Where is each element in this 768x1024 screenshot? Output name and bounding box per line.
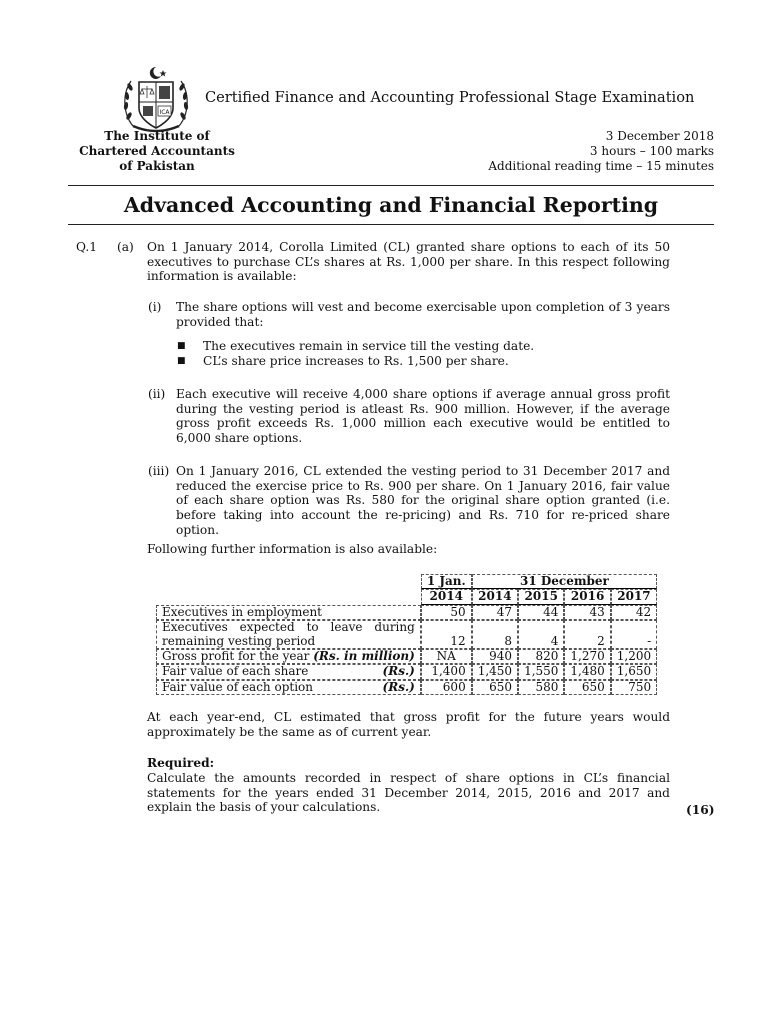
exam-duration: 3 hours – 100 marks [589, 144, 714, 158]
table-cell: 650 [472, 680, 518, 695]
marks: (16) [686, 803, 715, 817]
conditions-list [176, 339, 670, 368]
list-item [176, 354, 670, 369]
table-cell: 43 [564, 605, 610, 620]
table-cell: 1,450 [472, 664, 518, 679]
question-intro: On 1 January 2014, Corolla Limited (CL) granted share options to each of its 50 executives to purchase CL’s shares at Rs. 1,000 per share. In this respect following information is available: [147, 240, 670, 284]
bullet-icon: ■ [177, 355, 186, 366]
year-header: 2015 [518, 589, 564, 604]
condition-text: CL’s share price increases to Rs. 1,500 per share. [203, 353, 509, 368]
institute-name [72, 129, 242, 174]
item-text-i: The share options will vest and become exercisable upon completion of 3 years provided that: [176, 300, 670, 329]
table-cell: 4 [518, 620, 564, 649]
row-unit: (Rs.) [382, 664, 415, 679]
question-number: Q.1 [76, 240, 98, 254]
question-part: (a) [117, 240, 134, 254]
table-cell: 820 [518, 649, 564, 664]
row-label: Executives expected to leave during remaining vesting period [156, 620, 421, 649]
table-cell: - [611, 620, 657, 649]
table-cell: 1,650 [611, 664, 657, 679]
required-heading: Required: [147, 756, 215, 770]
table-row [156, 620, 657, 649]
table-cell: 47 [472, 605, 518, 620]
institute-line-3: of Pakistan [119, 159, 195, 173]
table-cell: 42 [611, 605, 657, 620]
condition-text: The executives remain in service till the vesting date. [203, 339, 535, 353]
table-cell: NA [421, 649, 472, 664]
header-1jan: 1 Jan. [421, 574, 472, 589]
table-row [156, 680, 657, 695]
table-cell: 600 [421, 680, 472, 695]
list-item [176, 339, 670, 354]
table-year-row [156, 589, 657, 604]
data-table [156, 574, 657, 695]
table-cell: 50 [421, 605, 472, 620]
item-label-i: (i) [148, 300, 162, 314]
institute-logo [119, 64, 193, 138]
institute-line-1: The Institute of [104, 129, 210, 143]
table-row [156, 605, 657, 620]
year-header: 2017 [611, 589, 657, 604]
row-label: Fair value of each share (Rs.) [156, 664, 421, 679]
header-31dec: 31 December [472, 574, 657, 589]
row-label: Executives in employment [156, 605, 421, 620]
exam-date: 3 December 2018 [605, 129, 714, 143]
item-label-iii: (iii) [148, 464, 170, 478]
header-spacer [156, 589, 421, 604]
table-cell: 2 [564, 620, 610, 649]
year-header: 2014 [421, 589, 472, 604]
subject-title: Advanced Accounting and Financial Reporting [123, 193, 659, 217]
reading-time: Additional reading time – 15 minutes [488, 159, 714, 173]
table-header-row [156, 574, 657, 589]
further-info: Following further information is also available: [147, 542, 438, 556]
table-cell: 1,550 [518, 664, 564, 679]
row-unit: (Rs. in million) [313, 649, 415, 664]
row-label: Gross profit for the year (Rs. in million) [156, 649, 421, 664]
bullet-icon: ■ [177, 341, 186, 351]
table-cell: 12 [421, 620, 472, 649]
row-label: Fair value of each option (Rs.) [156, 680, 421, 695]
table-cell: 750 [611, 680, 657, 695]
header-rule-bottom [68, 224, 714, 225]
table-cell: 1,200 [611, 649, 657, 664]
table-cell: 940 [472, 649, 518, 664]
closing-paragraph: At each year-end, CL estimated that gross profit for the future years would approximately be the same as of current year. [147, 710, 670, 739]
year-header: 2014 [472, 589, 518, 604]
exam-meta [488, 129, 714, 174]
item-text-iii: On 1 January 2016, CL extended the vesting period to 31 December 2017 and reduced the exercise price to Rs. 900 per share. On 1 January 2016, fair value of each share option was Rs. 580 for the original share option granted (i.e. before taking into account the re-pricing) and Rs. 710 for re-priced share option. [176, 464, 670, 537]
header-spacer [156, 574, 421, 589]
table-cell: 1,480 [564, 664, 610, 679]
item-label-ii: (ii) [148, 387, 166, 401]
table-cell: 44 [518, 605, 564, 620]
exam-title: Certified Finance and Accounting Professional Stage Examination [205, 89, 695, 106]
table-cell: 580 [518, 680, 564, 695]
table-row [156, 664, 657, 679]
item-text-ii: Each executive will receive 4,000 share options if average annual gross profit during the vesting period is atleast Rs. 900 million. However, if the average gross profit exceeds Rs. 1,000 million each executive would be entitled to 6,000 share options. [176, 387, 670, 446]
table-cell: 650 [564, 680, 610, 695]
institute-line-2: Chartered Accountants [79, 144, 235, 158]
table-cell: 8 [472, 620, 518, 649]
table-cell: 1,270 [564, 649, 610, 664]
header-rule-top [68, 185, 714, 186]
required-text: Calculate the amounts recorded in respect of share options in CL’s financial statements for the years ended 31 December 2014, 2015, 2016 and 2017 and explain the basis of your calculations. [147, 771, 670, 815]
year-header: 2016 [564, 589, 610, 604]
table-row [156, 649, 657, 664]
table-cell: 1,400 [421, 664, 472, 679]
svg-text:ICA: ICA [159, 109, 170, 116]
row-unit: (Rs.) [382, 679, 415, 694]
